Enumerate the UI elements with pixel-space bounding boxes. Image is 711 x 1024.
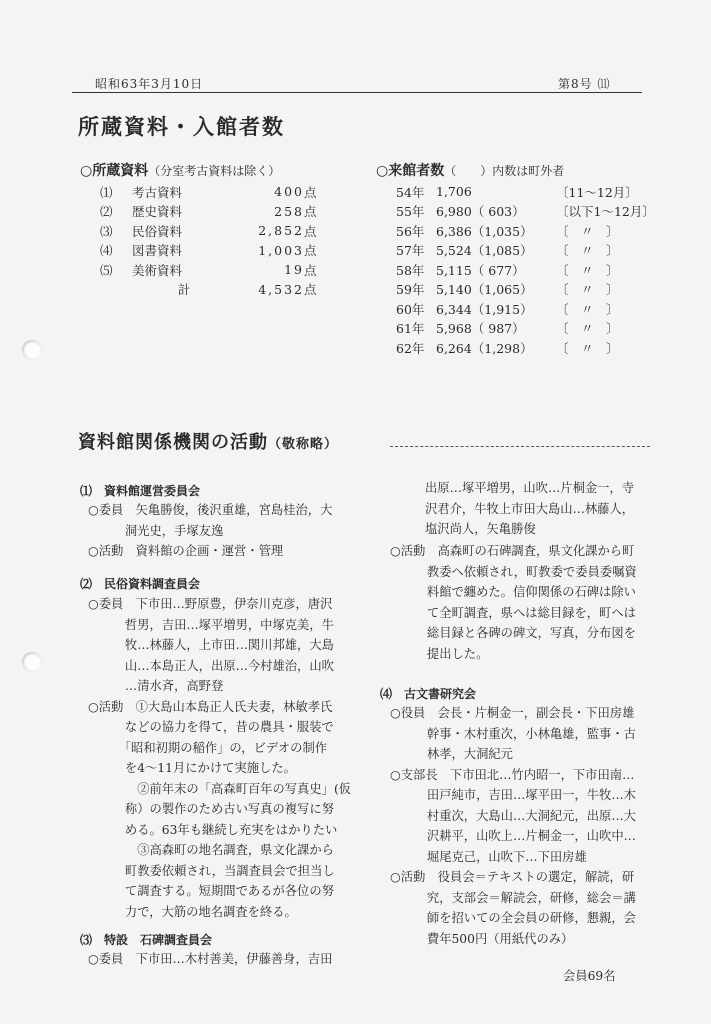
punch-hole bbox=[22, 340, 42, 360]
collection-heading: ○所蔵資料（分室考古資料は除く） bbox=[80, 163, 281, 179]
visitors-row: 54年 1,706 〔11～12月〕 bbox=[396, 184, 638, 200]
org2-body: ○委員 下市田…野原豊，伊奈川克彦，唐沢 哲男，吉田…塚平増男，中塚克美，牛 牧…林藤人，上市田…関川邦雄，大島 山…本島正人，出原…今村雄治，山吹 …清水斉，高野登 ○活動 ①大島山本島正人氏夫妻，林敏孝氏 などの協力を得て，昔の農具・服装で 「昭和初期の稲作」の，ビデオの制作 を4～11月にかけて実施した。 ②前年末の「高森町百年の写真史」(仮 称）の製作のため古い写真の複写に努 める。63年も継続し充実をはかりたい ③高森町の地名調査，県文化課から 町教委依頼され，当調査員会で担当し て調査する。短期間であるが各位の努 力で，大筋の地名調査を終る。 bbox=[88, 597, 352, 919]
org3-body: ○委員 下市田…木村善美，伊藤善身，吉田 bbox=[88, 952, 333, 966]
visitors-heading: ○来館者数（ ）内数は町外者 bbox=[376, 163, 565, 179]
visitors-row: 59年 5,140（1,065） 〔 〃 〕 bbox=[396, 282, 619, 298]
visitors-table bbox=[396, 182, 656, 358]
org3-continued: 出原…塚平増男，山吹…片桐金一，寺 沢君介，牛牧上市田大島山…林藤人， 塩沢尚人，矢亀勝俊 bbox=[425, 481, 635, 536]
org1-body: ○委員 矢亀勝俊，後沢重雄，宮島桂治，大 洞光史，手塚友逸 ○活動 資料館の企画・運営・管理 bbox=[88, 503, 333, 558]
org1-title: ⑴ 資料館運営委員会 bbox=[80, 484, 201, 498]
collection-row: ⑴ 考古資料 400 点 bbox=[100, 184, 317, 200]
visitors-row: 62年 6,264（1,298） 〔 〃 〕 bbox=[396, 340, 619, 356]
collection-row: ⑵ 歴史資料 258 点 bbox=[100, 203, 317, 220]
visitors-row: 56年 6,386（1,035） 〔 〃 〕 bbox=[396, 223, 619, 239]
section-dashed-rule bbox=[390, 446, 650, 447]
visitors-row: 58年 5,115（ 677） 〔 〃 〕 bbox=[396, 262, 619, 278]
org3-title: ⑶ 特設 石碑調査員会 bbox=[80, 933, 213, 947]
header-rule bbox=[72, 92, 642, 93]
org4-body: ○役員 会長・片桐金一，副会長・下田房雄 幹事・木村重次，小林亀雄，監事・古 林孝，大洞紀元 ○支部長 下市田北…竹内昭一，下市田南… 田戸純市，吉田…塚平田一，牛牧…木 村重次，大島山…大洞紀元，出原…大 沢耕平，山吹上…片桐金一，山吹中… 堀尾克己，山吹下…下田房雄 ○活動 役員会＝テキストの選定，解読，研 究，支部会＝解読会，研修，総会＝講 師を招いての全会員の研修，懇親，会 費年500円（用紙代のみ） bbox=[390, 706, 636, 946]
collection-row: ⑸ 美術資料 19 点 bbox=[100, 262, 317, 278]
org2-title: ⑵ 民俗資料調査員会 bbox=[80, 577, 201, 591]
visitors-row: 61年 5,968（ 987） 〔 〃 〕 bbox=[396, 321, 619, 337]
header-date: 昭和63年3月10日 bbox=[95, 77, 204, 91]
section-title: 資料館関係機関の活動（敬称略） bbox=[78, 432, 339, 453]
collection-total-row: 計 4,532 点 bbox=[177, 281, 317, 298]
collection-row: ⑷ 図書資料 1,003 点 bbox=[100, 242, 317, 259]
header-issue: 第8号 ⑾ bbox=[558, 77, 611, 91]
org4-title: ⑷ 古文書研究会 bbox=[380, 687, 477, 701]
collection-table bbox=[100, 182, 324, 299]
visitors-row: 60年 6,344（1,915） 〔 〃 〕 bbox=[396, 301, 619, 317]
page-title: 所蔵資料・入館者数 bbox=[78, 115, 285, 139]
punch-hole bbox=[22, 652, 42, 672]
visitors-row: 57年 5,524（1,085） 〔 〃 〕 bbox=[396, 243, 619, 259]
org3-activity: ○活動 高森町の石碑調査，県文化課から町 教委へ依頼され，町教委で委員委嘱資 料館で纏めた。信仰関係の石碑は除い て全町調査，県へは総目録を，町へは 総目録と各碑の碑文，写真，分布図を 提出した。 bbox=[390, 544, 637, 661]
visitors-row: 55年 6,980（ 603） 〔以下1～12月〕 bbox=[396, 204, 655, 220]
collection-row: ⑶ 民俗資料 2,852 点 bbox=[100, 223, 317, 239]
member-count: 会員69名 bbox=[563, 969, 616, 983]
